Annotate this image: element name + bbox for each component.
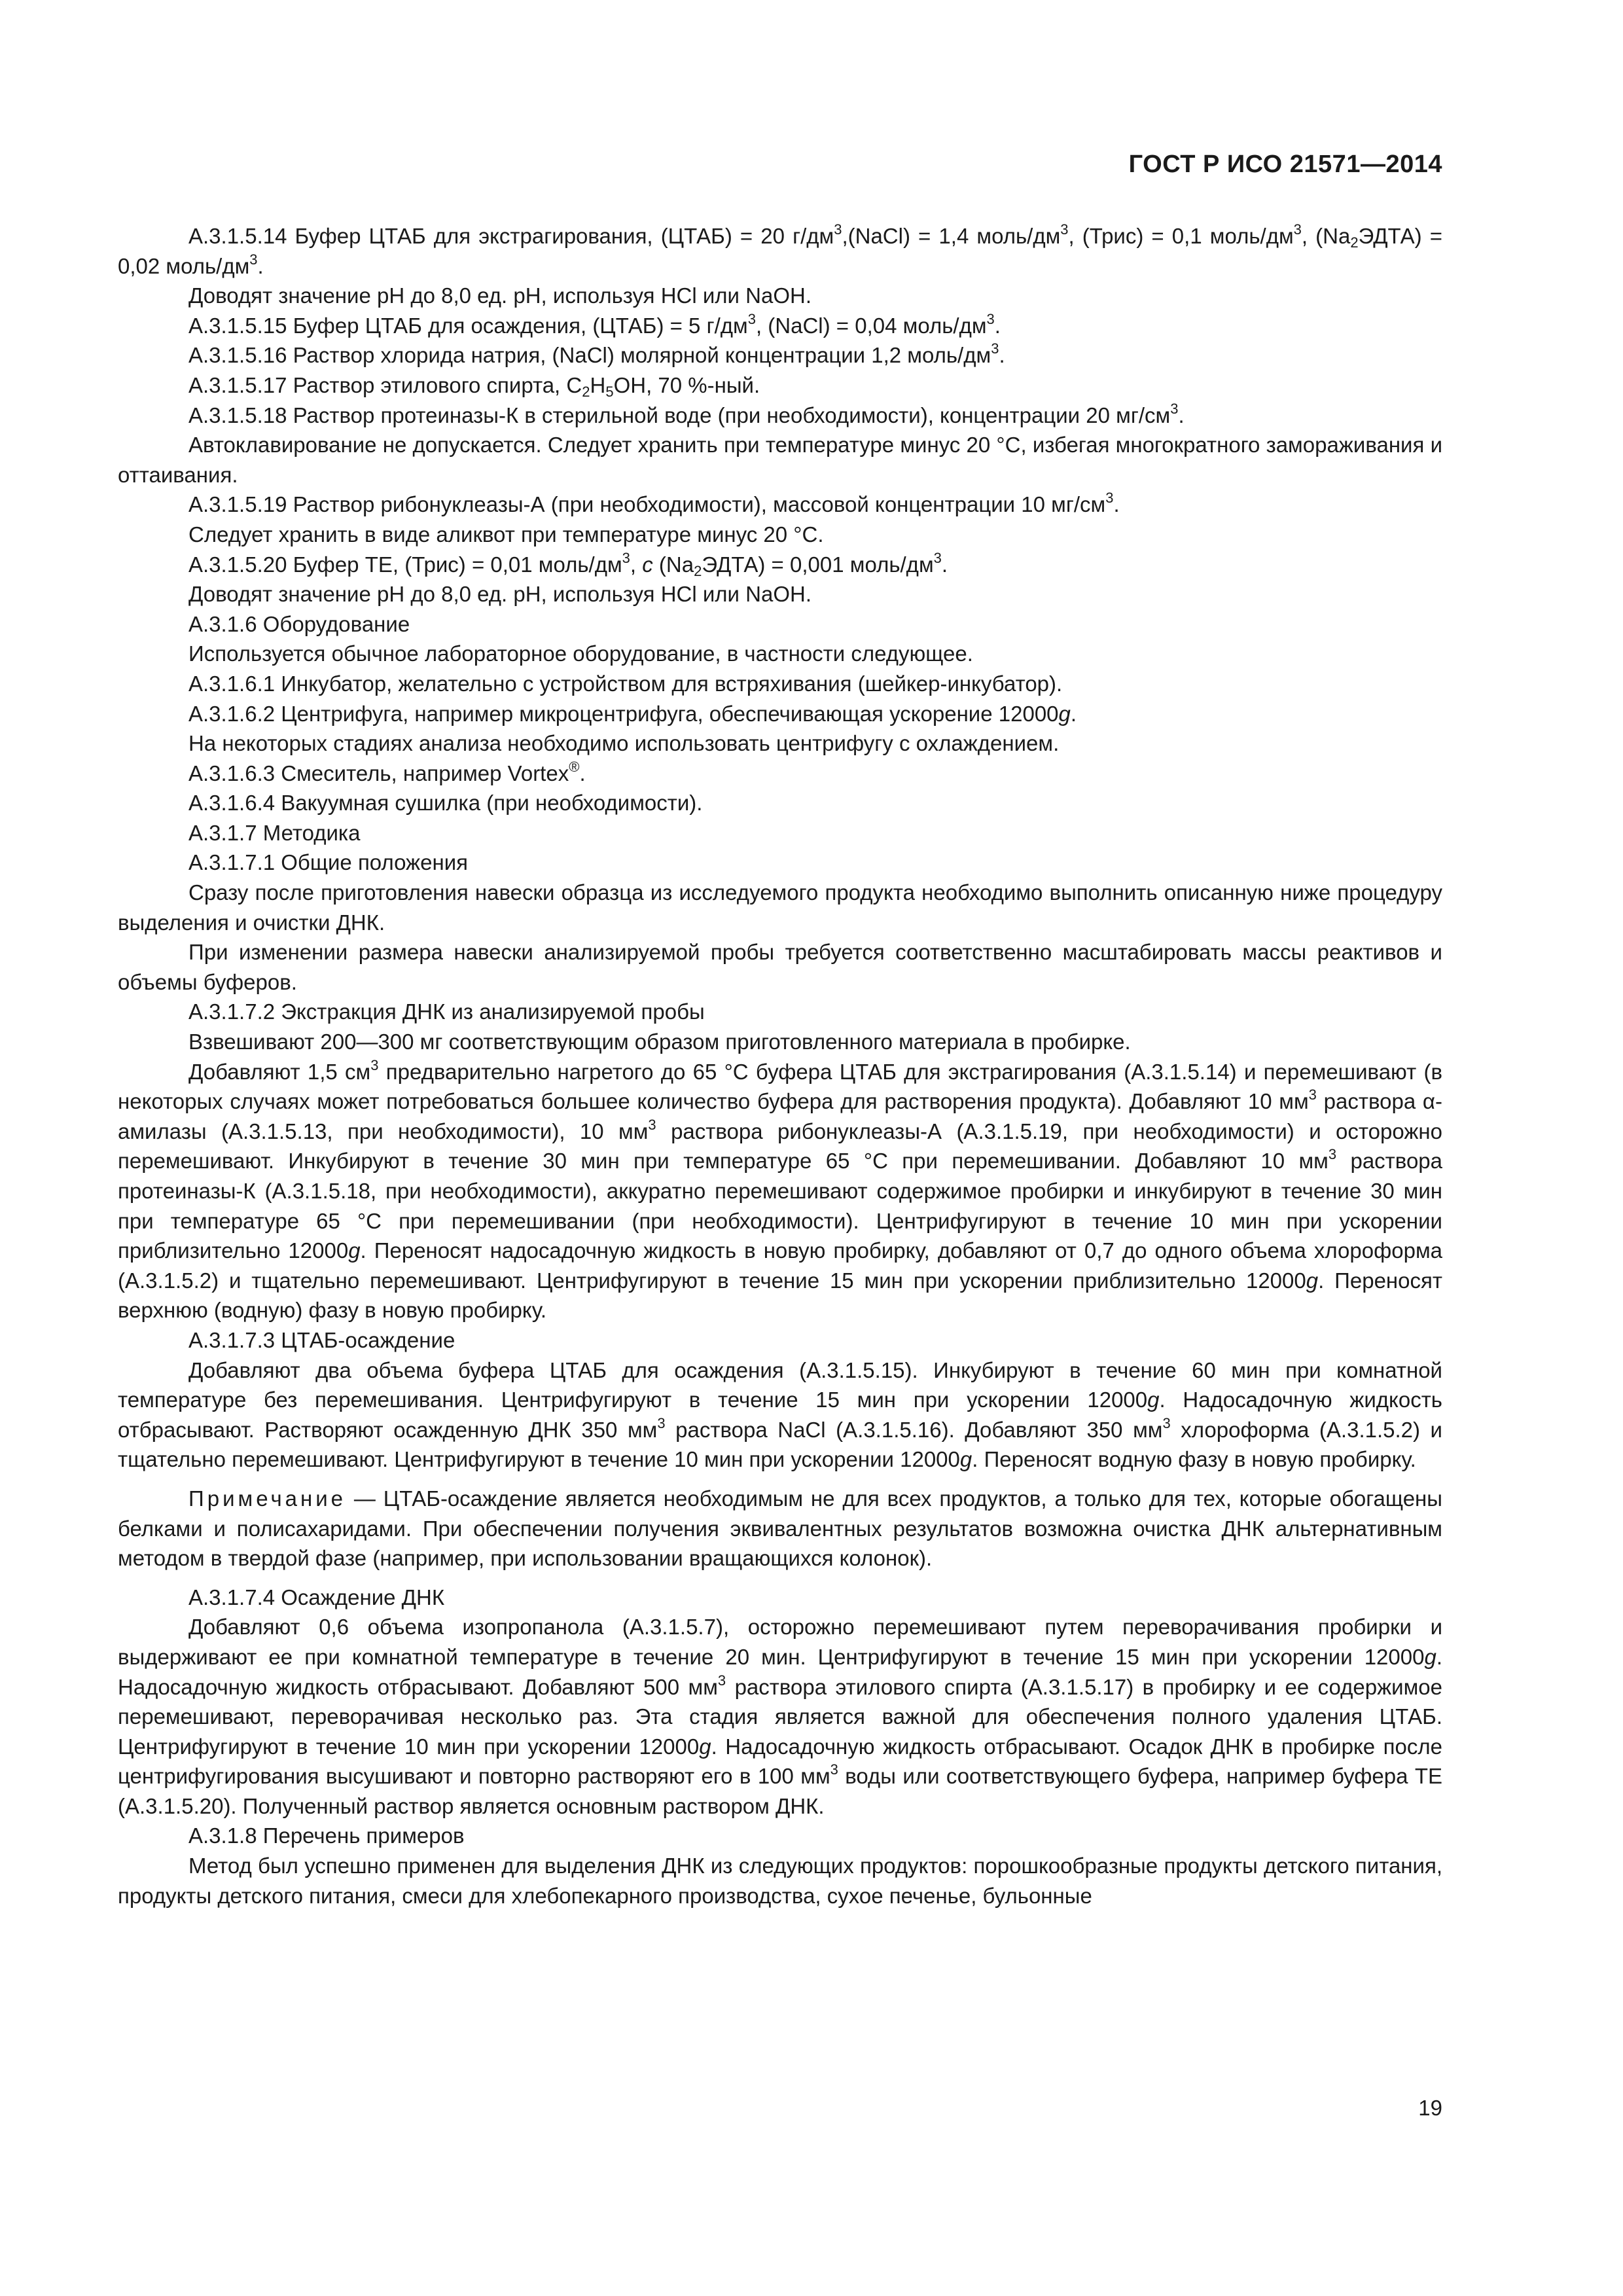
section-heading-general: А.3.1.7.1 Общие положения bbox=[188, 850, 469, 875]
paragraph-ph-adjust-1: Доводят значение рН до 8,0 ед. рН, используя HCl или NaOH. bbox=[188, 283, 812, 308]
paragraph-a-3-1-5-17: А.3.1.5.17 Раствор этилового спирта, $C_2H_5OH$, 70 %-ный. bbox=[188, 372, 760, 400]
paragraph-examples-list: Метод был успешно применен для выделения ДНК из следующих продуктов: порошкообразные продукты детского питания, продукты детского питания, смеси для хлебопекарного производства, сухое печенье, бульонные bbox=[118, 1854, 1442, 1908]
paragraph-a-3-1-5-20: А.3.1.5.20 Буфер ТЕ, (Трис) = 0,01 моль/$дм^3$, c $(Na_2ЭДТА) = 0,001$ моль/$дм^3$. bbox=[188, 549, 948, 579]
note-paragraph: Примечание — ЦТАБ-осаждение является необходимым не для всех продуктов, а только для тех, которые обогащены белками и полисахаридами. При обеспечении получения эквивалентных результатов возможна очистка ДНК альтернативным методом в твердой фазе (например, при использовании вращающихся колонок). bbox=[118, 1486, 1442, 1571]
section-heading-method: А.3.1.7 Методика bbox=[188, 820, 361, 845]
section-heading-extraction: А.3.1.7.2 Экстракция ДНК из анализируемой пробы bbox=[188, 999, 705, 1024]
paragraph-ctab-procedure: Добавляют два объема буфера ЦТАБ для осаждения (А.3.1.5.15). Инкубируют в течение 60 мин при комнатной температуре без перемешивания. Центрифугируют в течение 15 мин при ускорении 12000g. Надосадочную жидкость отбрасывают. Растворяют осажденную ДНК 350 $мм^3$ раствора NaCl (А.3.1.5.16). Добавляют 350 $мм^3$ хлороформа (А.3.1.5.2) и тщательно перемешивают. Центрифугируют в течение 10 мин при ускорении 12000g. Переносят водную фазу в новую пробирку. bbox=[118, 1357, 1443, 1472]
paragraph-extraction-procedure: Добавляют 1,5 $см^3$ предварительно нагретого до 65 °С буфера ЦТАБ для экстрагирования (А.3.1.5.14) и перемешивают (в некоторых случаях может потребоваться большее количество буфера для растворения продукта). Добавляют 10 $мм^3$ раствора α-амилазы (А.3.1.5.13, при необходимости), 10 $мм^3$ раствора рибонуклеазы-А (А.3.1.5.19, при необходимости) и осторожно перемешивают. Инкубируют в течение 30 мин при температуре 65 °С при перемешивании. Добавляют 10 $мм^3$ раствора протеиназы-К (А.3.1.5.18, при необходимости), аккуратно перемешивают содержимое пробирки и инкубируют в течение 30 мин при температуре 65 °С при перемешивании (при необходимости). Центрифугируют в течение 10 мин при ускорении приблизительно 12000g. Переносят надосадочную жидкость в новую пробирку, добавляют от 0,7 до одного объема хлороформа (А.3.1.5.2) и тщательно перемешивают. Центрифугируют в течение 15 мин при ускорении приблизительно 12000g. Переносят верхнюю (водную) фазу в новую пробирку. bbox=[118, 1056, 1443, 1323]
paragraph-storage-aliquots: Следует хранить в виде аликвот при температуре минус 20 °С. bbox=[188, 522, 824, 547]
paragraph-dna-precipitation-procedure: Добавляют 0,6 объема изопропанола (А.3.1.5.7), осторожно перемешивают путем переворачивания пробирки и выдерживают ее при комнатной температуре в течение 20 мин. Центрифугируют в течение 15 мин при ускорении 12000g. Надосадочную жидкость отбрасывают. Добавляют 500 $мм^3$ раствора этилового спирта (А.3.1.5.17) в пробирку и ее содержимое перемешивают, переворачивая несколько раз. Эта стадия является важной для обеспечения полного удаления ЦТАБ. Центрифугируют в течение 10 мин при ускорении 12000g. Надосадочную жидкость отбрасывают. Осадок ДНК в пробирке после центрифугирования высушивают и повторно растворяют его в 100 $мм^3$ воды или соответствующего буфера, например буфера ТЕ (А.3.1.5.20). Полученный раствор является основным раствором ДНК. bbox=[118, 1615, 1443, 1818]
paragraph-a-3-1-5-16: А.3.1.5.16 Раствор хлорида натрия, (NaCl) молярной концентрации 1,2 моль/$дм^3$. bbox=[188, 340, 1005, 368]
paragraph-cooled-centrifuge: На некоторых стадиях анализа необходимо использовать центрифугу с охлаждением. bbox=[188, 731, 1060, 756]
paragraph-equipment-intro: Используется обычное лабораторное оборудование, в частности следующее. bbox=[188, 641, 973, 666]
paragraph-general-procedure: Сразу после приготовления навески образца из исследуемого продукта необходимо выполнить описанную ниже процедуру выделения и очистки ДНК. bbox=[118, 880, 1442, 935]
page-number: 19 bbox=[1418, 2096, 1442, 2120]
paragraph-weighing: Взвешивают 200—300 мг соответствующим образом приготовленного материала в пробирке. bbox=[188, 1030, 1131, 1054]
paragraph-scale-reagents: При изменении размера навески анализируемой пробы требуется соответственно масштабировать массы реактивов и объемы буферов. bbox=[118, 940, 1442, 994]
document-body bbox=[118, 221, 1442, 1910]
section-heading-equipment: А.3.1.6 Оборудование bbox=[188, 611, 410, 636]
section-heading-ctab-precipitation: А.3.1.7.3 ЦТАБ-осаждение bbox=[188, 1327, 455, 1352]
paragraph-a-3-1-6-2: А.3.1.6.2 Центрифуга, например микроцентрифуга, обеспечивающая ускорение 12000g. bbox=[188, 701, 1077, 726]
section-heading-examples: А.3.1.8 Перечень примеров bbox=[188, 1823, 465, 1848]
note-label: Примечание bbox=[188, 1486, 347, 1511]
paragraph-a-3-1-5-14: А.3.1.5.14 Буфер ЦТАБ для экстрагирования, (ЦТАБ) = 20 $г/дм^3,(NaCl) = 1,4$ моль/$дм^3$, (Трис) = 0,1 моль/$дм^3$, $(Na_2ЭДТА) = 0,02$ моль/$дм^3$. bbox=[118, 221, 1442, 278]
paragraph-a-3-1-6-1: А.3.1.6.1 Инкубатор, желательно с устройством для встряхивания (шейкер-инкубатор). bbox=[188, 671, 1063, 696]
section-heading-dna-precipitation: А.3.1.7.4 Осаждение ДНК bbox=[188, 1585, 445, 1609]
paragraph-a-3-1-5-19: А.3.1.5.19 Раствор рибонуклеазы-А (при необходимости), массовой концентрации 10 $мг/см^3$. bbox=[188, 490, 1120, 517]
paragraph-ph-adjust-2: Доводят значение рН до 8,0 ед. рН, используя HCl или NaOH. bbox=[188, 582, 812, 607]
paragraph-a-3-1-6-4: А.3.1.6.4 Вакуумная сушилка (при необходимости). bbox=[188, 791, 703, 816]
paragraph-a-3-1-5-18: А.3.1.5.18 Раствор протеиназы-К в стерильной воде (при необходимости), концентрации 20 $мг/см^3$. bbox=[188, 400, 1185, 427]
paragraph-autoclave-warning: Автоклавирование не допускается. Следует хранить при температуре минус 20 °С, избегая многократного замораживания и оттаивания. bbox=[118, 433, 1442, 487]
document-code-header: ГОСТ Р ИСО 21571—2014 bbox=[1128, 151, 1442, 178]
paragraph-a-3-1-6-3: А.3.1.6.3 Смеситель, например Vortex®. bbox=[188, 758, 586, 785]
paragraph-a-3-1-5-15: А.3.1.5.15 Буфер ЦТАБ для осаждения, (ЦТАБ) = 5 $г/дм^3$, (NaCl) = 0,04 моль/$дм^3$. bbox=[188, 310, 1001, 338]
